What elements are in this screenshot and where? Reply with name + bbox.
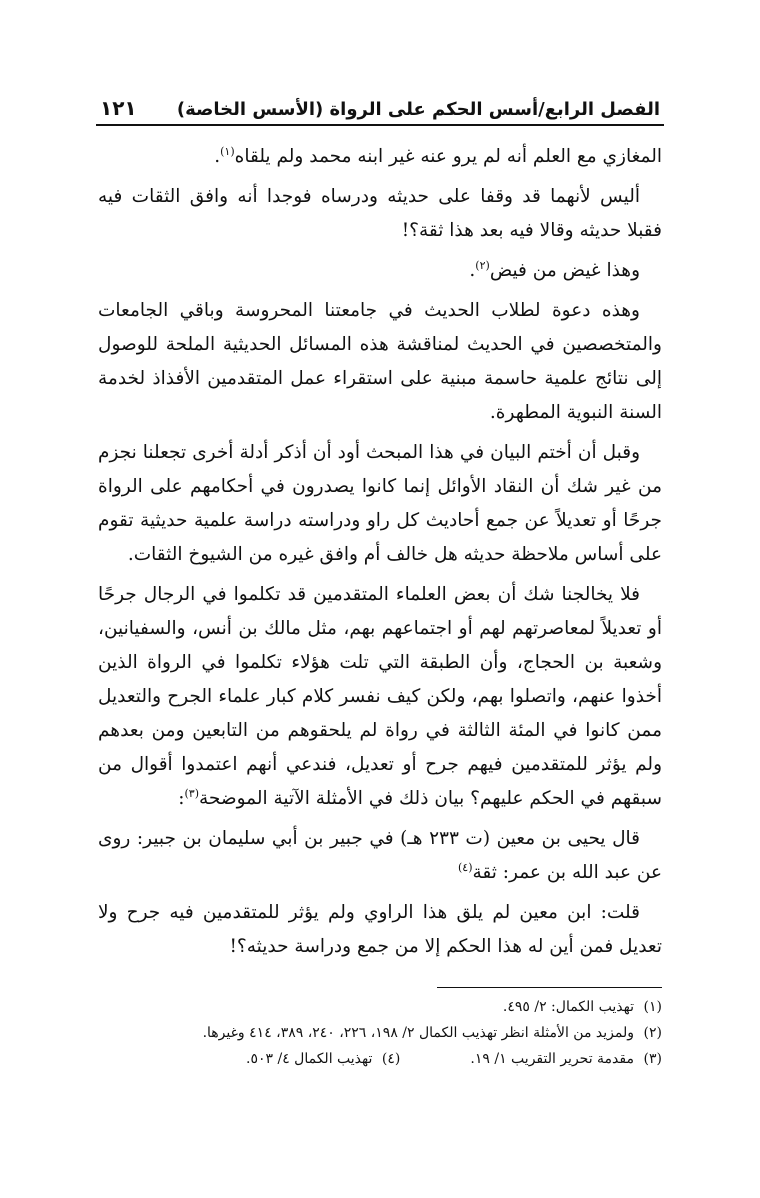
- header-divider: [96, 124, 664, 126]
- paragraph-tail: .: [214, 146, 221, 167]
- footnote-row-3-4: [98, 1046, 662, 1072]
- page-number: ١٢١: [100, 96, 137, 120]
- main-text: [98, 140, 662, 970]
- footnotes: [98, 994, 662, 1072]
- paragraph-6: [98, 578, 662, 816]
- paragraph-tail: :: [178, 788, 185, 809]
- paragraph-7: [98, 822, 662, 890]
- footnote-number: (١): [643, 999, 662, 1015]
- paragraph-tail: .: [469, 260, 476, 281]
- footnote-divider: [437, 987, 662, 988]
- footnote-ref-3: (٣): [184, 786, 200, 800]
- footnote-text: مقدمة تحرير التقريب ١/ ١٩.: [470, 1051, 634, 1067]
- paragraph-text: وهذا غيض من فيض: [489, 260, 640, 281]
- paragraph-text: فلا يخالجنا شك أن بعض العلماء المتقدمين قد تكلموا في الرجال جرحًا أو تعديلاً لمعاصرتهم لهم أو اجتماعهم بهم، مثل مالك بن أنس، والسفيانين، وشعبة بن الحجاج، وأن الطبقة التي تلت هؤلاء تكلموا في الرواة الذين أخذوا عنهم، واتصلوا بهم، ولكن كيف نفسر كلام كبار علماء الجرح والتعديل ممن كانوا في المئة الثالثة في رواة لم يلحقوهم من التابعين ومن بعدهم ولم يؤثر للمتقدمين فيهم جرح أو تعديل، فندعي أنهم اعتمدوا أقوال من سبقهم في الحكم عليهم؟ بيان ذلك في الأمثلة الآتية الموضحة: [98, 584, 662, 809]
- footnote-number: (٢): [643, 1025, 662, 1041]
- footnote-number: (٤): [381, 1051, 401, 1067]
- paragraph-3: [98, 254, 662, 288]
- paragraph-text: وهذه دعوة لطلاب الحديث في جامعتنا المحروسة وباقي الجامعات والمتخصصين في الحديث لمناقشة هذه المسائل الحديثية الملحة للوصول إلى نتائج علمية حاسمة مبنية على استقراء عمل المتقدمين الأفذاذ لخدمة السنة النبوية المطهرة.: [98, 300, 662, 423]
- chapter-title: الفصل الرابع/أسس الحكم على الرواة (الأسس الخاصة): [176, 99, 660, 120]
- footnote-text: ولمزيد من الأمثلة انظر تهذيب الكمال ٢/ ١٩٨، ٢٢٦، ٢٤٠، ٣٨٩، ٤١٤ وغيرها.: [202, 1025, 634, 1041]
- paragraph-5: [98, 436, 662, 572]
- footnote-1: [98, 994, 662, 1020]
- footnote-text: تهذيب الكمال: ٢/ ٤٩٥.: [502, 999, 634, 1015]
- footnote-ref-2: (٢): [475, 258, 490, 272]
- footnote-number: (٣): [643, 1051, 662, 1067]
- paragraph-text: قلت: ابن معين لم يلق هذا الراوي ولم يؤثر للمتقدمين فيه جرح ولا تعديل فمن أين له هذا الحكم إلا من جمع ودراسة حديثه؟!: [98, 902, 662, 957]
- paragraph-1: [98, 140, 662, 174]
- paragraph-8: [98, 896, 662, 964]
- footnote-2: [98, 1020, 662, 1046]
- footnote-text: تهذيب الكمال ٤/ ٥٠٣.: [246, 1051, 373, 1067]
- paragraph-4: [98, 294, 662, 430]
- paragraph-text: قال يحيى بن معين (ت ٢٣٣ هـ) في جبير بن أبي سليمان بن جبير: روى عن عبد الله بن عمر: ثقة: [98, 828, 662, 883]
- footnote-ref-1: (١): [220, 144, 235, 158]
- footnote-3: [470, 1046, 662, 1072]
- footnote-4: [246, 1046, 400, 1072]
- footnote-ref-4: (٤): [457, 860, 473, 874]
- paragraph-text: أليس لأنهما قد وقفا على حديثه ودرساه فوجدا أنه وافق الثقات فيه فقبلا حديثه وقالا فيه بعد هذا ثقة؟!: [98, 186, 662, 241]
- running-header: [100, 86, 660, 120]
- paragraph-text: المغازي مع العلم أنه لم يرو عنه غير ابنه محمد ولم يلقاه: [234, 146, 662, 167]
- paragraph-text: وقبل أن أختم البيان في هذا المبحث أود أن أذكر أدلة أخرى تجعلنا نجزم من غير شك أن النقاد الأوائل إنما كانوا يصدرون في أحكامهم على الرواة جرحًا أو تعديلاً عن جمع أحاديث كل راو ودراسته دراسة علمية حديثية تقوم على أساس ملاحظة حديثه هل خالف أم وافق غيره من الشيوخ الثقات.: [98, 442, 662, 565]
- paragraph-2: [98, 180, 662, 248]
